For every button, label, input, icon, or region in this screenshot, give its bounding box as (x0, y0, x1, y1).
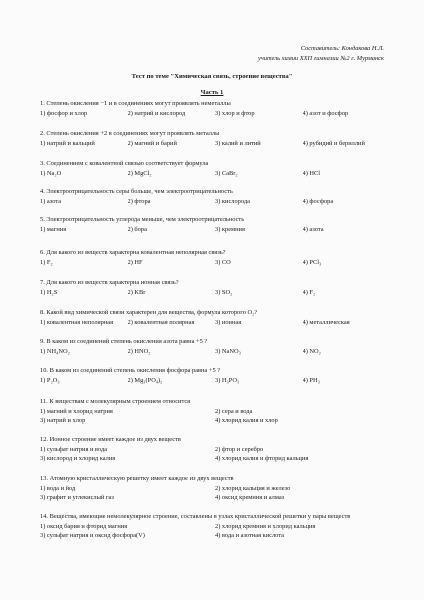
answer-option: 4) хлорид калия и фторид кальция (215, 455, 309, 462)
question-text: 7. Для какого из веществ характерна ионная связь? (40, 279, 179, 286)
answer-option: 3) хлор и фтор (215, 109, 255, 117)
test-title: Тест по теме "Химическая связь, строение вещества" (131, 73, 293, 80)
part-heading: Часть 1 (200, 89, 224, 96)
answer-option: 3) ионная (215, 318, 242, 326)
answer-option: 2) HF (127, 258, 143, 266)
question-2 (40, 129, 390, 148)
answer-option: 2) сера и вода (215, 407, 253, 415)
question-11 (40, 397, 390, 426)
question-text: 9. В каком из соединений степень окисления азота равна +5 ? (40, 338, 208, 345)
answer-option: 4) азота (302, 225, 324, 233)
answer-option: 4) PCl₃ (302, 258, 322, 266)
answer-option: 4) фосфора (302, 197, 334, 205)
answer-option: 2) хлорид кальция и железо (215, 484, 291, 492)
question-3 (40, 159, 390, 178)
question-text: 14. Вещества, имеющие немолекулярное строение, составлены в узлах кристаллической решетки у пары веществ (40, 513, 351, 520)
question-text: 4. Электроотрицательность серы больше, чем электроотрицательность (40, 188, 233, 195)
question-text: 2. Степень окисления +2 в соединениях могут проявлять металлы (40, 130, 220, 137)
answer-option: 4) PH₃ (302, 376, 320, 384)
question-1 (40, 99, 390, 118)
question-text: 11. К веществам с молекулярным строением относится (40, 398, 191, 405)
answer-option: 1) вода и йод (40, 484, 76, 492)
question-text: 3. Соединением с ковалентной связью соответствует формула (40, 160, 209, 167)
answer-option: 3) CO (215, 258, 231, 266)
answer-option: 1) F₂ (40, 258, 53, 266)
question-text: 6. Для какого из веществ характерна ковалентная неполярная связь? (40, 249, 226, 256)
answer-option: 4) F₂ (302, 288, 316, 296)
answer-option: 1) сульфат натрия и вода (40, 445, 108, 453)
answer-option: 1) P₂O₃ (40, 376, 60, 384)
question-6 (40, 248, 390, 267)
question-text: 12. Ионное строение имеет каждое из двух веществ (40, 436, 181, 443)
answer-option: 3) кислород и хлорид калия (40, 455, 116, 462)
answer-option: 2) ковалентная полярная (127, 318, 195, 326)
answer-option: 1) оксид бария и фторид магния (40, 522, 128, 530)
question-4 (40, 187, 390, 206)
answer-option: 2) HNO₂ (127, 347, 151, 355)
author-header (258, 44, 384, 64)
question-7 (40, 278, 390, 297)
answer-option: 2) фтора (127, 197, 151, 205)
question-8 (40, 308, 390, 327)
answer-option: 4) оксид кремния и алмаз (215, 494, 285, 501)
answer-option: 1) натрий и кальций (40, 139, 95, 147)
question-14 (40, 512, 390, 541)
answer-option: 2) фтор и серебро (215, 445, 264, 453)
question-text: 5. Электроотрицательность углерода меньше, чем электроотрицательность (40, 216, 245, 223)
answer-option: 1) магния (40, 225, 67, 233)
answer-option: 3) NaNO₃ (215, 347, 241, 355)
answer-option: 3) калий и литий (215, 139, 261, 147)
author-position: учитель химии ХХП гимназии №2 г. Мурманск (257, 55, 384, 62)
answer-option: 2) магний и барий (127, 139, 177, 147)
question-text: 1. Степень окисления −1 и в соединениях могут проявлять неметаллы (40, 100, 231, 107)
answer-option: 2) MgCl₂ (127, 169, 152, 177)
answer-option: 1) магний и хлорид натрия (40, 407, 113, 415)
answer-option: 1) ковалентная неполярная (40, 318, 114, 326)
answer-option: 3) графит и углекислый газ (40, 494, 114, 501)
answer-option: 3) H₃PO₃ (215, 376, 240, 384)
answer-option: 4) металлическая (302, 318, 350, 326)
question-text: 13. Атомную кристаллическую решетку имеет каждое из двух веществ (40, 475, 234, 482)
answer-option: 4) NO₂ (302, 347, 321, 355)
answer-option: 2) KBr (127, 288, 146, 296)
answer-option: 4) вода и азотная кислота (215, 532, 284, 539)
question-12 (40, 435, 390, 464)
question-text: 8. Какой вид химической связи характерен для вещества, формула которого O₂? (40, 309, 258, 316)
author-line: Составитель: Кондакова Н.Л. (300, 45, 384, 52)
answer-option: 2) Mg₃(PO₄)₂ (127, 376, 163, 384)
answer-option: 1) фосфор и хлор (40, 109, 88, 117)
answer-option: 1) Na₂O (40, 169, 62, 177)
answer-option: 2) натрий и кислород (127, 109, 186, 117)
answer-option: 3) SO₂ (215, 288, 233, 296)
question-10 (40, 366, 390, 385)
answer-option: 3) кислорода (215, 197, 250, 205)
question-9 (40, 337, 390, 356)
answer-option: 3) натрий и хлор (40, 417, 86, 424)
answer-option: 4) азот и фосфор (302, 109, 349, 117)
answer-option: 2) хлорид кремния и хлорид кальция (215, 522, 316, 530)
answer-option: 4) хлорид калия и хлор (215, 417, 278, 424)
answer-option: 4) HCl (302, 169, 321, 177)
question-5 (40, 215, 390, 234)
answer-option: 3) сульфат натрия и оксид фосфора(V) (40, 532, 145, 539)
answer-option: 1) NH₄NO₂ (40, 347, 70, 355)
answer-option: 3) CaBr₂ (215, 169, 238, 177)
answer-option: 1) азота (40, 197, 62, 205)
answer-option: 2) бора (127, 225, 147, 233)
question-13 (40, 474, 390, 503)
question-text: 10. В каком из соединений степень окисления фосфора равна +5 ? (40, 367, 221, 374)
answer-option: 1) H₂S (40, 288, 58, 296)
answer-option: 4) рубидий и бериллий (302, 139, 365, 147)
answer-option: 3) кремния (215, 225, 245, 233)
